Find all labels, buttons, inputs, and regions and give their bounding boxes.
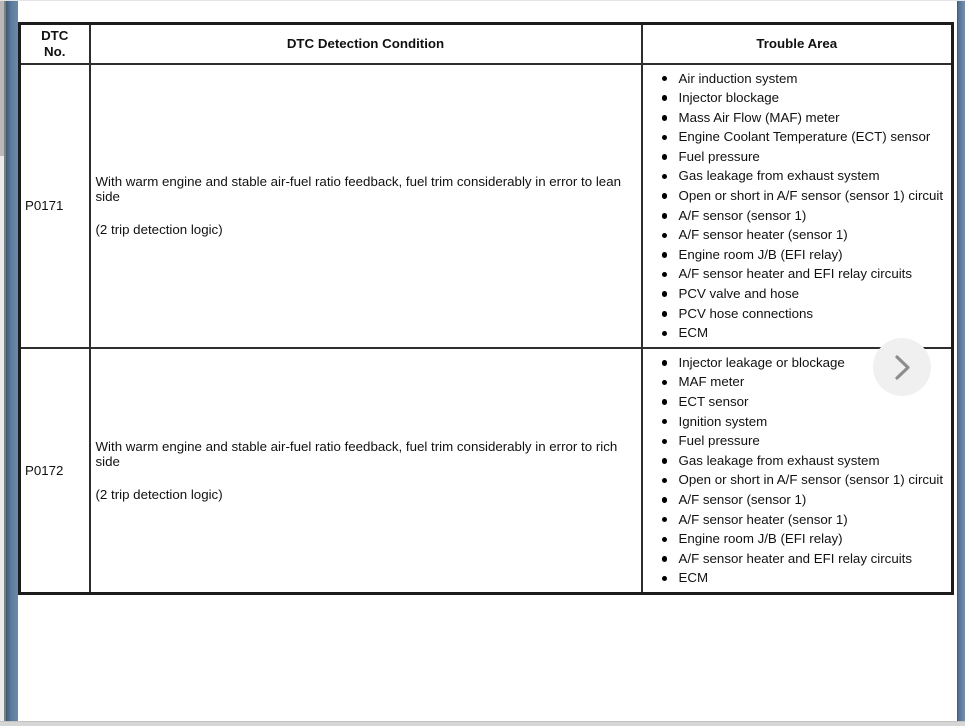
trouble-area-text: A/F sensor heater and EFI relay circuits	[678, 266, 913, 282]
header-trouble-area: Trouble Area	[642, 24, 953, 64]
trouble-area-text: A/F sensor (sensor 1)	[678, 207, 807, 223]
trouble-area-text: Open or short in A/F sensor (sensor 1) circuit	[678, 188, 944, 204]
trouble-area-text: Fuel pressure	[678, 148, 760, 164]
header-row	[20, 24, 953, 64]
bullet-icon	[662, 76, 668, 82]
bullet-icon	[662, 213, 668, 219]
trouble-area-item	[643, 225, 950, 245]
trouble-area-text: A/F sensor (sensor 1)	[678, 491, 807, 507]
trouble-area-item	[643, 304, 950, 324]
trouble-area-text: PCV valve and hose	[678, 286, 799, 302]
trouble-area-text: MAF meter	[678, 374, 745, 390]
bullet-icon	[662, 399, 668, 405]
bullet-icon	[662, 154, 668, 160]
condition-text: With warm engine and stable air-fuel ratio feedback, fuel trim considerably in error to lean side	[95, 174, 621, 205]
dtc-table	[18, 22, 954, 595]
trouble-area-text: Ignition system	[678, 413, 768, 429]
trouble-area-text: Gas leakage from exhaust system	[678, 452, 880, 468]
trouble-area-item	[643, 529, 950, 549]
trouble-area-item	[643, 186, 950, 206]
trouble-area-item	[643, 206, 950, 226]
condition-note: (2 trip detection logic)	[95, 486, 223, 502]
trouble-area-item	[643, 568, 950, 588]
trouble-area-item	[643, 431, 950, 451]
bullet-icon	[662, 380, 668, 386]
header-dtc-no-label: DTC No.	[41, 27, 69, 59]
bullet-icon	[662, 95, 668, 101]
header-detection-condition: DTC Detection Condition	[90, 24, 642, 64]
trouble-area-item	[643, 549, 950, 569]
trouble-area-text: Mass Air Flow (MAF) meter	[678, 109, 840, 125]
bullet-icon	[662, 537, 668, 543]
bullet-icon	[662, 478, 668, 484]
trouble-area-text: Engine room J/B (EFI relay)	[678, 246, 843, 262]
bullet-icon	[662, 233, 668, 239]
trouble-area-item	[643, 490, 950, 510]
trouble-area-item	[643, 69, 950, 89]
trouble-area-text: Injector blockage	[678, 90, 780, 106]
trouble-area-text: Gas leakage from exhaust system	[678, 168, 880, 184]
table-row-p0171	[20, 64, 953, 348]
bullet-icon	[662, 272, 668, 278]
bullet-icon	[662, 439, 668, 445]
trouble-area-text: Injector leakage or blockage	[678, 354, 845, 370]
dtc-no-cell	[20, 348, 90, 594]
bullet-icon	[662, 115, 668, 121]
dtc-code: P0171	[25, 198, 64, 214]
bullet-icon	[662, 252, 668, 258]
condition-note: (2 trip detection logic)	[95, 222, 223, 238]
trouble-area-item	[643, 451, 950, 471]
bullet-icon	[662, 193, 668, 199]
trouble-area-text: ECM	[678, 570, 709, 586]
bullet-icon	[662, 556, 668, 562]
bullet-icon	[662, 458, 668, 464]
trouble-area-text: PCV hose connections	[678, 305, 814, 321]
trouble-area-text: Engine Coolant Temperature (ECT) sensor	[678, 129, 931, 145]
right-blue-rail	[957, 1, 965, 723]
condition-text: With warm engine and stable air-fuel ratio feedback, fuel trim considerably in error to rich side	[95, 438, 618, 469]
trouble-area-list	[643, 69, 950, 343]
bullet-icon	[662, 360, 668, 366]
trouble-area-item	[643, 510, 950, 530]
dtc-no-cell	[20, 64, 90, 348]
bullet-icon	[662, 419, 668, 425]
header-dtc-no	[20, 24, 90, 64]
detection-condition-cell	[90, 64, 642, 348]
trouble-area-text: A/F sensor heater and EFI relay circuits	[678, 550, 913, 566]
bullet-icon	[662, 174, 668, 180]
trouble-area-item	[643, 108, 950, 128]
dtc-code: P0172	[25, 462, 64, 478]
table-row-p0172	[20, 348, 953, 594]
trouble-area-text: Open or short in A/F sensor (sensor 1) circuit	[678, 472, 944, 488]
trouble-area-text: ECT sensor	[678, 394, 749, 409]
detection-condition-cell	[90, 348, 642, 594]
trouble-area-item	[643, 264, 950, 284]
trouble-area-item	[643, 88, 950, 108]
bullet-icon	[662, 291, 668, 297]
chevron-right-icon	[894, 355, 911, 380]
trouble-area-text: Air induction system	[678, 70, 798, 86]
bullet-icon	[662, 311, 668, 317]
left-blue-rail	[6, 1, 18, 723]
trouble-area-text: A/F sensor heater (sensor 1)	[678, 511, 848, 527]
document-area	[18, 22, 954, 595]
bullet-icon	[662, 135, 668, 141]
trouble-area-item	[643, 147, 950, 167]
trouble-area-cell	[642, 64, 953, 348]
trouble-area-item	[643, 284, 950, 304]
trouble-area-item	[643, 470, 950, 490]
trouble-area-item	[643, 127, 950, 147]
bullet-icon	[662, 497, 668, 503]
bullet-icon	[662, 331, 668, 337]
bullet-icon	[662, 576, 668, 582]
trouble-area-text: Engine room J/B (EFI relay)	[678, 531, 843, 547]
trouble-area-text: ECM	[678, 325, 709, 341]
trouble-area-text: Fuel pressure	[678, 433, 760, 449]
next-page-button[interactable]	[873, 338, 931, 396]
trouble-area-text: A/F sensor heater (sensor 1)	[678, 227, 848, 243]
trouble-area-item	[643, 412, 950, 432]
bullet-icon	[662, 517, 668, 523]
trouble-area-item	[643, 166, 950, 186]
bottom-scrollbar-track[interactable]	[0, 721, 965, 726]
trouble-area-item	[643, 245, 950, 265]
